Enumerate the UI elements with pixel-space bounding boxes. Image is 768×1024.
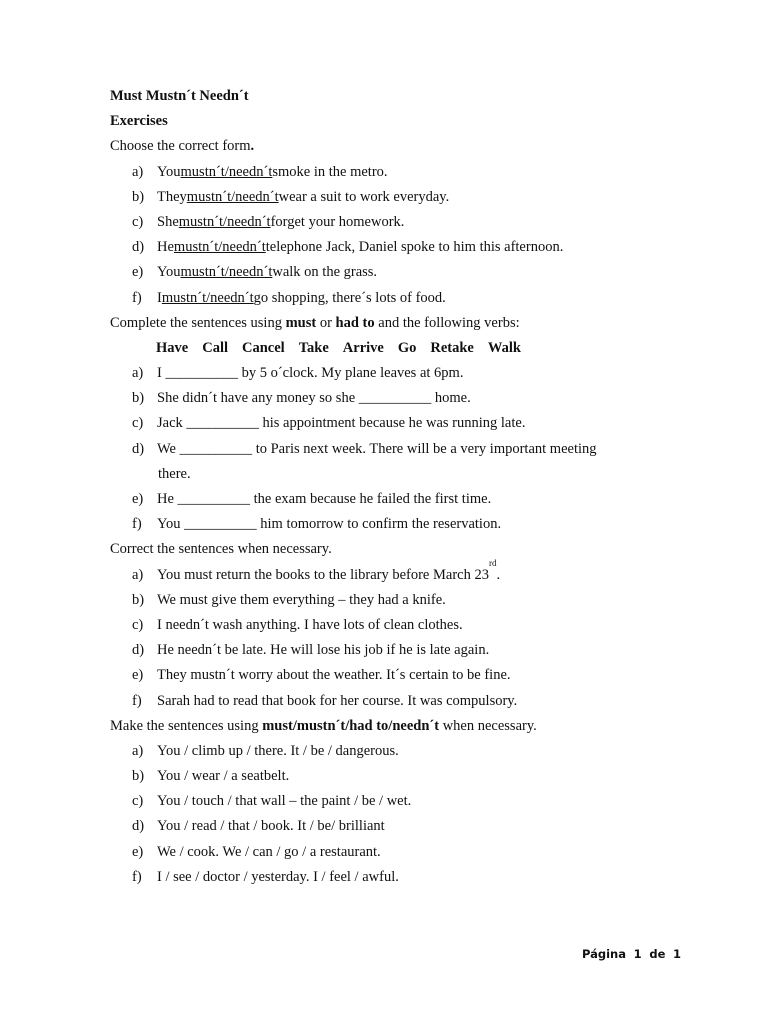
section2-item-a: a) I __________ by 5 o´clock. My plane leaves at 6pm. — [132, 365, 464, 382]
section1-item-a: a) You mustn´t/needn´t smoke in the metro. — [132, 163, 388, 180]
section3-item-f: f) Sarah had to read that book for her course. It was compulsory. — [132, 692, 518, 709]
section2-item-d-continuation: there. — [158, 465, 191, 482]
section4-item-c: c) You / touch / that wall – the paint / be / wet. — [132, 793, 412, 810]
section1-item-f: f) I mustn´t/needn´t go shopping, there´s lots of food. — [132, 289, 446, 306]
section2-item-d: d) We __________ to Paris next week. There will be a very important meeting — [132, 440, 597, 457]
section4-item-e: e) We / cook. We / can / go / a restaurant. — [132, 843, 381, 860]
section4-item-f: f) I / see / doctor / yesterday. I / feel / awful. — [132, 868, 399, 885]
section4-item-b: b) You / wear / a seatbelt. — [132, 768, 290, 785]
section4-item-d: d) You / read / that / book. It / be/ brilliant — [132, 818, 385, 835]
section4-item-a: a) You / climb up / there. It / be / dangerous. — [132, 742, 399, 759]
worksheet-content — [110, 84, 650, 890]
verb-list — [110, 336, 650, 361]
verb: Take — [298, 339, 329, 356]
section1-item-d: d) He mustn´t/needn´t telephone Jack, Daniel spoke to him this afternoon. — [132, 239, 564, 256]
section3-item-b: b) We must give them everything – they had a knife. — [132, 591, 446, 608]
document-title: Must Mustn´t Needn´t — [110, 88, 249, 104]
verb: Arrive — [342, 339, 384, 356]
verb: Call — [202, 339, 228, 356]
section3-item-e: e) They mustn´t worry about the weather. It´s certain to be fine. — [132, 667, 511, 684]
section2-item-c: c) Jack __________ his appointment because he was running late. — [132, 415, 526, 432]
verb: Retake — [430, 339, 474, 356]
verb: Go — [397, 339, 417, 356]
section3-item-c: c) I needn´t wash anything. I have lots of clean clothes. — [132, 616, 463, 633]
verb: Cancel — [242, 339, 285, 356]
section2-instruction: Complete the sentences using must or had to and the following verbs: — [110, 314, 520, 331]
section1-instruction: Choose the correct form. — [110, 138, 255, 155]
section1-item-c: c) She mustn´t/needn´t forget your homework. — [132, 213, 405, 230]
verb: Have — [156, 339, 189, 356]
document-subtitle: Exercises — [110, 113, 168, 130]
verb: Walk — [487, 339, 521, 356]
section1-item-b: b) They mustn´t/needn´t wear a suit to work everyday. — [132, 188, 450, 205]
section2-item-e: e) He __________ the exam because he failed the first time. — [132, 491, 492, 507]
section3-instruction: Correct the sentences when necessary. — [110, 541, 332, 558]
section3-item-a: a) You must return the books to the library before March 23 rd . — [132, 557, 501, 583]
section3-item-d: d) He needn´t be late. He will lose his job if he is late again. — [132, 642, 490, 659]
section1-item-e: e) You mustn´t/needn´t walk on the grass. — [132, 264, 378, 281]
section4-instruction: Make the sentences using must/mustn´t/had to/needn´t when necessary. — [110, 717, 537, 734]
section2-item-b: b) She didn´t have any money so she __________ home. — [132, 390, 471, 407]
section2-item-f: f) You __________ him tomorrow to confirm the reservation. — [132, 516, 502, 533]
page-footer: Página 1 de 1 — [582, 947, 682, 961]
